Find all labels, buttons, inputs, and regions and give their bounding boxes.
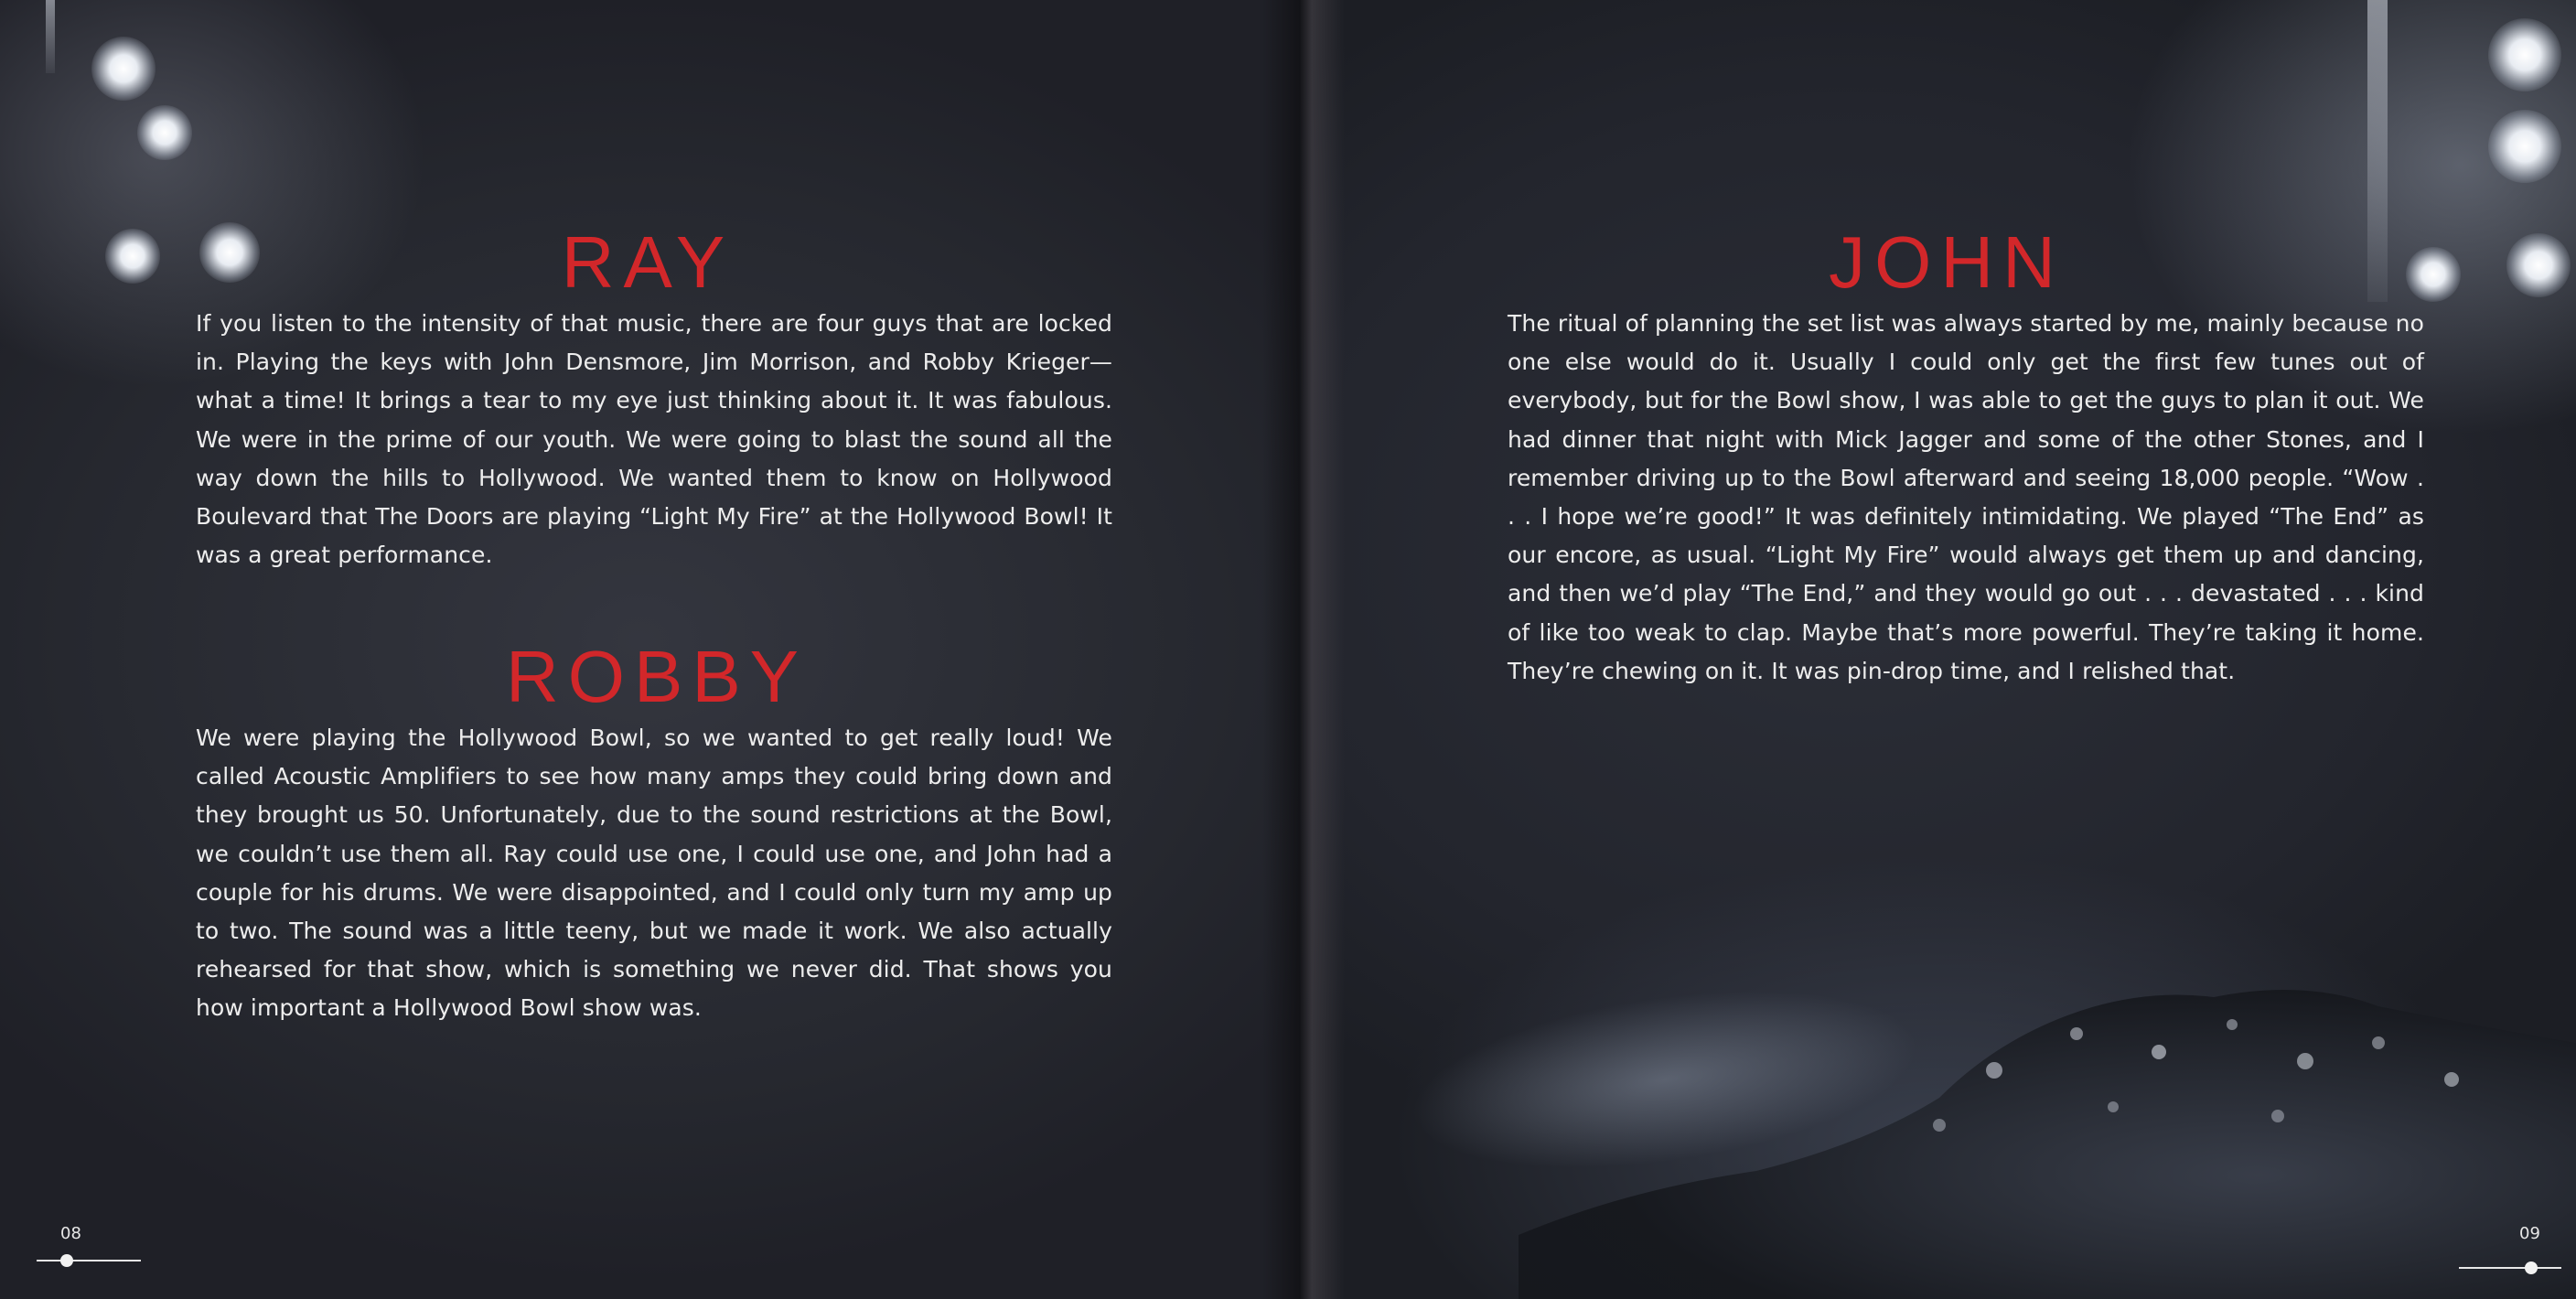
stage-light bbox=[2406, 247, 2461, 302]
section-heading-ray: RAY bbox=[561, 221, 735, 303]
stage-light bbox=[91, 37, 156, 101]
stage-light-pole bbox=[46, 0, 55, 73]
crowd-silhouette bbox=[1519, 961, 2576, 1299]
stage-light bbox=[2488, 110, 2561, 183]
stage-light-pole bbox=[2367, 0, 2388, 302]
section-body-robby: We were playing the Hollywood Bowl, so we wanted to get really loud! We called Acoustic Amplifiers to see how many amps they could bring down and they brought us 50. Unfortunately, due to the sound restrictions at the Bowl, we couldn’t use them all. Ray could use one, I could use one, and John had a couple for his drums. We were disappointed, and I could only turn my amp up to two. The sound was a little teeny, but we made it work. We also actually rehearsed for that show, which is something we never did. That shows you how important a Hollywood Bowl show was. bbox=[196, 725, 1112, 1022]
stage-light bbox=[2488, 18, 2561, 91]
section-heading-robby: ROBBY bbox=[505, 636, 809, 717]
section-heading-john: JOHN bbox=[1829, 221, 2065, 303]
spine-gutter bbox=[1262, 0, 1345, 1299]
page-marker-line bbox=[2459, 1267, 2561, 1269]
right-page bbox=[1299, 0, 2576, 1299]
section-body-ray: If you listen to the intensity of that music, there are four guys that are locked in. Playing the keys with John Densmore, Jim Morrison, and Robby Krieger—what a time! It brings a tear to my eye just thinking about it. It was fabulous. We were in the prime of our youth. We were going to blast the sound all the way down the hills to Hollywood. We wanted them to know on Hollywood Boulevard that The Doors are playing “Light My Fire” at the Hollywood Bowl! It was a great performance. bbox=[196, 310, 1112, 569]
page-marker-dot bbox=[60, 1254, 73, 1267]
stage-light bbox=[105, 229, 160, 284]
stage-light bbox=[199, 222, 260, 283]
page-marker-dot bbox=[2525, 1261, 2538, 1274]
stage-light bbox=[137, 105, 192, 160]
stage-light bbox=[2506, 233, 2571, 297]
section-body-john: The ritual of planning the set list was always started by me, mainly because no one else would do it. Usually I could only get the first few tunes out of everybody, but for the Bowl show, I was able to get the guys to plan it out. We had dinner that night with Mick Jagger and some of the other Stones, and I remember driving up to the Bowl afterward and seeing 18,000 people. “Wow . . . I hope we’re good!” It was definitely intimidating. We played “The End” as our encore, as usual. “Light My Fire” would always get them up and dancing, and then we’d play “The End,” and they would go out . . . devastated . . . kind of like too weak to clap. Maybe that’s more powerful. They’re taking it home. They’re chewing on it. It was pin-drop time, and I relished that. bbox=[1508, 310, 2424, 684]
page-marker-line bbox=[37, 1260, 141, 1261]
page-number: 09 bbox=[2519, 1224, 2540, 1243]
page-number: 08 bbox=[60, 1224, 81, 1243]
